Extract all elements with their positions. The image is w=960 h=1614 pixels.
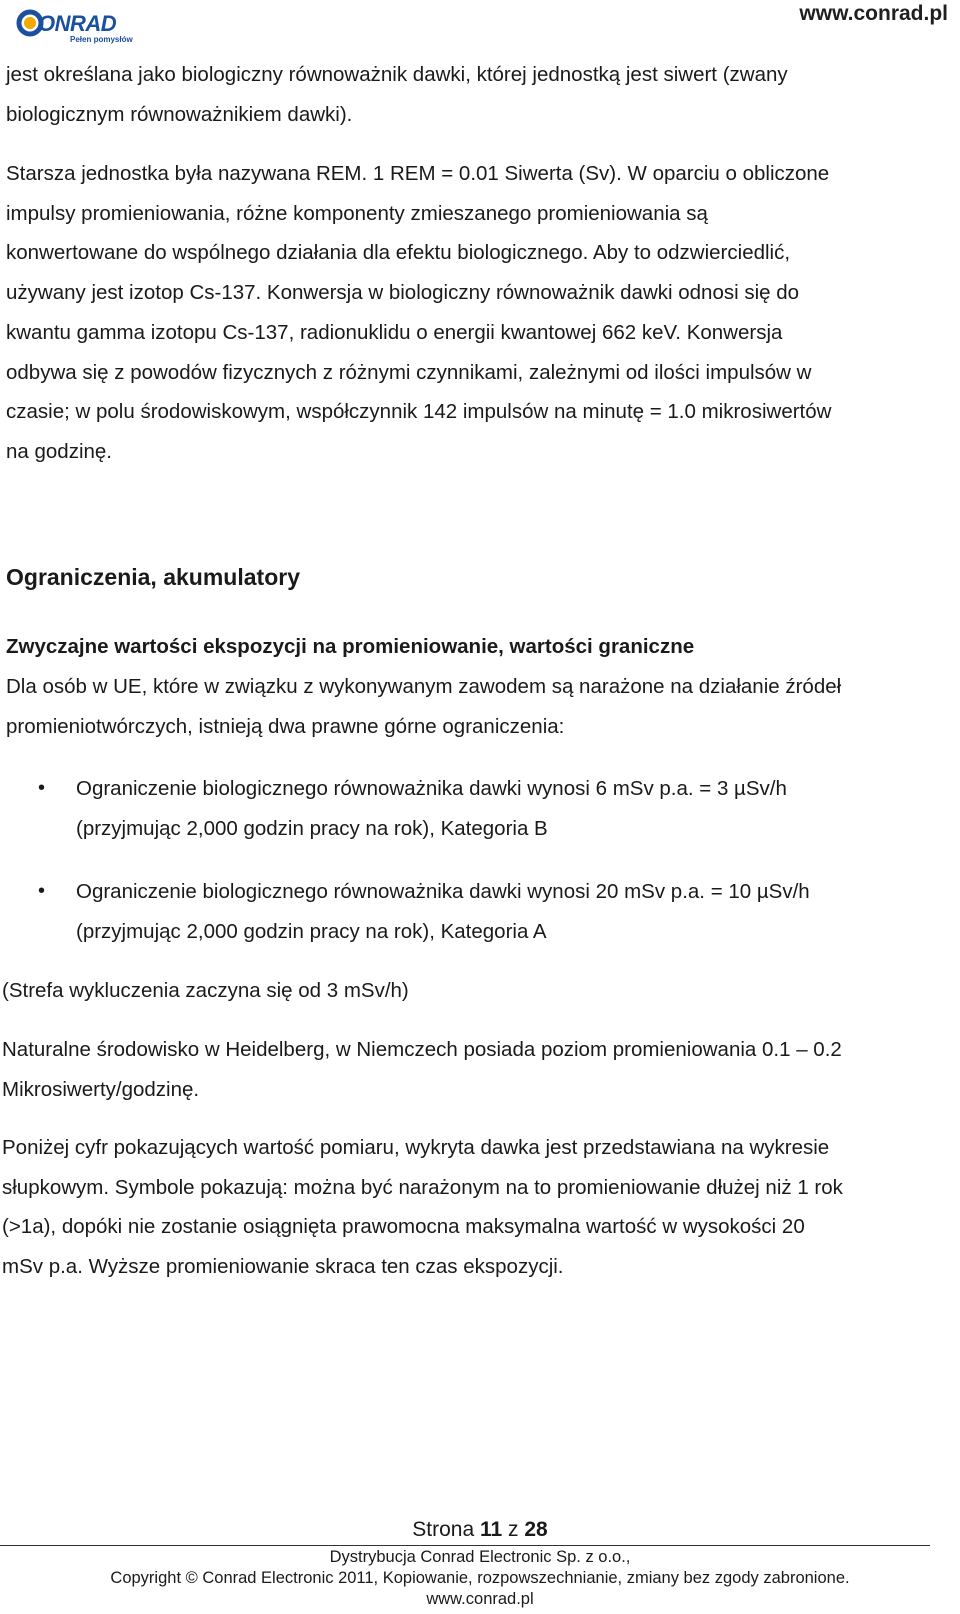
text-line: jest określana jako biologiczny równoważnik dawki, której jednostką jest siwert (zwany (6, 63, 788, 86)
text-line: (przyjmując 2,000 godzin pracy na rok), Kategoria B (76, 816, 548, 840)
section-heading: Ograniczenia, akumulatory (6, 564, 300, 590)
svg-text:Pełen pomysłów: Pełen pomysłów (70, 35, 133, 44)
text-line: Mikrosiwerty/godzinę. (2, 1077, 200, 1101)
text-line: (przyjmując 2,000 godzin pracy na rok), Kategoria A (76, 919, 547, 943)
text-line: Ograniczenie biologicznego równoważnika dawki wynosi 20 mSv p.a. = 10 µSv/h (76, 880, 810, 903)
footer-copyright: Copyright © Conrad Electronic 2011, Kopiowanie, rozpowszechnianie, zmiany bez zgody zabronione. (110, 1569, 850, 1587)
text-line: Poniżej cyfr pokazujących wartość pomiaru, wykryta dawka jest przedstawiana na wykresie (2, 1136, 830, 1159)
text-line: impulsy promieniowania, różne komponenty zmieszanego promieniowania są (6, 201, 708, 225)
text-line: Starsza jednostka była nazywana REM. 1 REM = 0.01 Siwerta (Sv). W oparciu o obliczone (6, 162, 830, 185)
text-line: mSv p.a. Wyższe promieniowanie skraca ten czas ekspozycji. (2, 1255, 564, 1279)
paragraph-heidelberg (2, 1030, 842, 1109)
page-total: 28 (524, 1518, 548, 1541)
paragraph-eu-limits (6, 667, 841, 746)
page-current: 11 (479, 1518, 503, 1541)
text-line: słupkowym. Symbole pokazują: można być narażonym na to promieniowanie dłużej niż 1 rok (2, 1175, 843, 1199)
text-line: na godzinę. (6, 439, 113, 463)
list-item (76, 872, 810, 951)
page-number (0, 1518, 960, 1542)
text-line: Naturalne środowisko w Heidelberg, w Niemczech posiada poziom promieniowania 0.1 – 0.2 (2, 1038, 842, 1061)
text-line: Dla osób w UE, które w związku z wykonywanym zawodem są narażone na działanie źródeł (6, 675, 842, 698)
subsection-heading: Zwyczajne wartości ekspozycji na promieniowanie, wartości graniczne (6, 635, 695, 658)
page-label: Strona (412, 1518, 475, 1541)
paragraph-dose-equivalent (6, 55, 788, 134)
paragraph-rem-conversion (6, 154, 831, 472)
list-item (76, 769, 787, 848)
text-line: odbywa się z powodów fizycznych z różnymi czynnikami, zależnymi od ilości impulsów w (6, 360, 812, 384)
text-line: czasie; w polu środowiskowym, współczynnik 142 impulsów na minutę = 1.0 mikrosiwertów (6, 400, 832, 424)
header-site-url: www.conrad.pl (799, 2, 948, 25)
page-of: z (508, 1518, 519, 1541)
bullet-icon: • (38, 777, 46, 799)
text-line: kwantu gamma izotopu Cs-137, radionuklidu o energii kwantowej 662 keV. Konwersja (6, 320, 783, 344)
text-line: promieniotwórczych, istnieją dwa prawne górne ograniczenia: (6, 714, 565, 738)
bullet-icon: • (38, 880, 46, 902)
paragraph-bar-chart-info (2, 1128, 843, 1287)
conrad-logo (16, 4, 136, 44)
text-line: konwertowane do wspólnego działania dla efektu biologicznego. Aby to odzwierciedlić, (6, 241, 791, 265)
footer-site-url: www.conrad.pl (426, 1590, 534, 1608)
paragraph-exclusion-zone (2, 971, 409, 1011)
text-line: biologicznym równoważnikiem dawki). (6, 102, 353, 126)
text-line: (Strefa wykluczenia zaczyna się od 3 mSv/h) (2, 979, 409, 1002)
svg-text:ONRAD: ONRAD (38, 11, 117, 36)
text-line: Ograniczenie biologicznego równoważnika dawki wynosi 6 mSv p.a. = 3 µSv/h (76, 777, 787, 800)
text-line: używany jest izotop Cs-137. Konwersja w biologiczny równoważnik dawki odnosi się do (6, 281, 800, 305)
footer-distribution: Dystrybucja Conrad Electronic Sp. z o.o., (329, 1548, 631, 1566)
footer-divider (0, 1545, 930, 1546)
text-line: (>1a), dopóki nie zostanie osiągnięta prawomocna maksymalna wartość w wysokości 20 (2, 1215, 805, 1239)
